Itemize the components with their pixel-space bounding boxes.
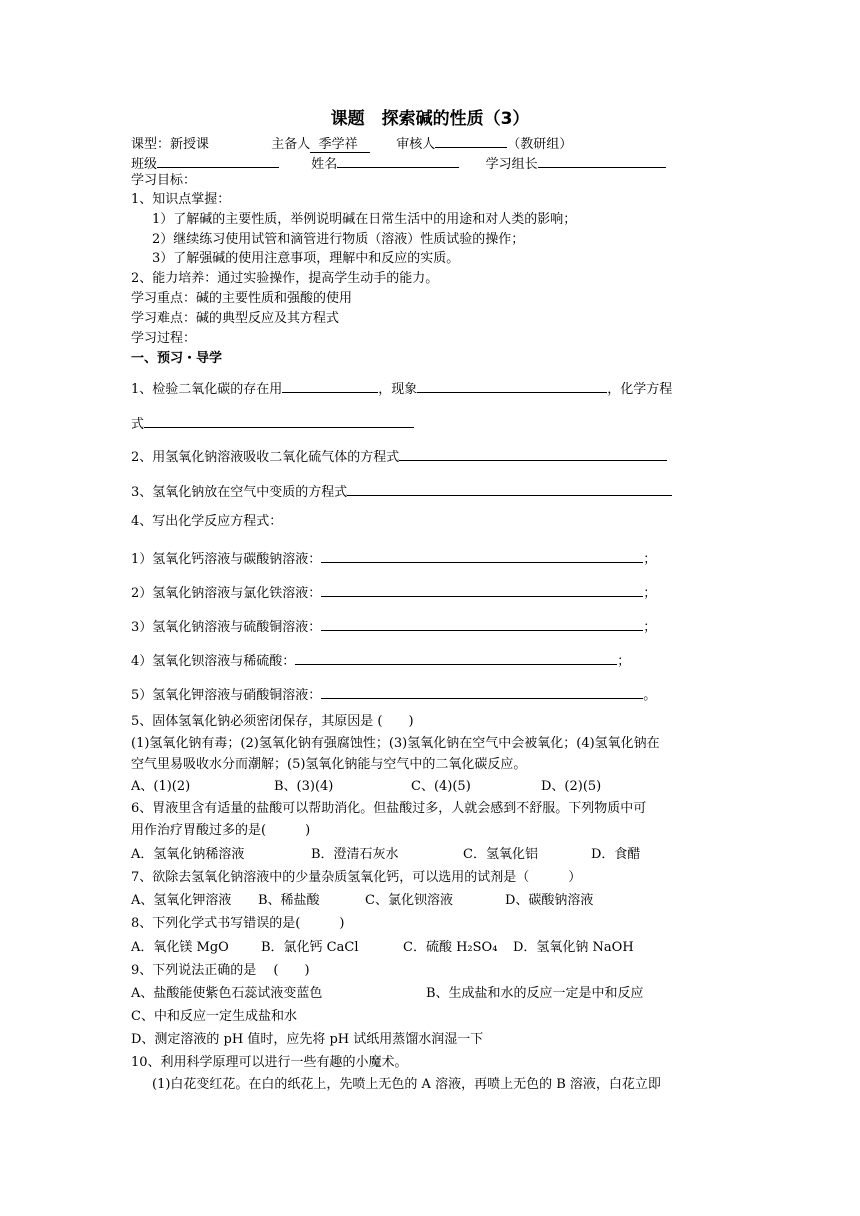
q5-option[interactable]: B、(3)(4) <box>274 779 334 794</box>
q9-options-row1 <box>131 985 644 1003</box>
name-blank[interactable] <box>337 152 459 168</box>
q6-option[interactable]: B．澄清石灰水 <box>311 847 399 862</box>
q9-option[interactable]: D、测定溶液的 pH 值时，应先将 pH 试纸用蒸馏水润湿一下 <box>131 1032 484 1047</box>
q4-item-text: 2）氢氧化钠溶液与氯化铁溶液： <box>131 586 322 601</box>
q6-option[interactable]: A．氢氧化钠稀溶液 <box>131 847 245 862</box>
header-info-row <box>131 132 572 154</box>
question-2 <box>131 445 667 467</box>
q7-option[interactable]: C、氯化钡溶液 <box>365 893 453 908</box>
q8-option[interactable]: D．氢氧化钠 NaOH <box>513 940 634 955</box>
question-6-line2: 用作治疗胃酸过多的是( ) <box>131 823 311 838</box>
reviewer-label: 审核人 <box>396 137 436 152</box>
q4-blank[interactable] <box>321 547 643 563</box>
q4-item <box>131 649 630 671</box>
question-8: 8、下列化学式书写错误的是( ) <box>131 916 345 931</box>
q7-option[interactable]: A、氢氧化钾溶液 <box>131 893 232 908</box>
q5-option[interactable]: A、(1)(2) <box>131 779 191 794</box>
class-label: 班级 <box>131 157 158 172</box>
preparer-name: 季学祥 <box>310 137 370 153</box>
q4-item <box>131 581 656 603</box>
q3-text: 3、氢氧化钠放在空气中变质的方程式 <box>131 485 348 500</box>
q8-option[interactable]: C．硫酸 H₂SO₄ <box>403 940 498 955</box>
q4-item <box>131 683 656 705</box>
q4-item-text: 5）氢氧化钾溶液与硝酸铜溶液： <box>131 688 322 703</box>
difficulty: 学习难点：碱的典型反应及其方程式 <box>131 311 340 326</box>
q4-item-text: 4）氢氧化钡溶液与稀硫酸： <box>131 654 296 669</box>
q8-option[interactable]: B．氯化钙 CaCl <box>261 940 359 955</box>
q4-blank[interactable] <box>321 581 643 597</box>
q1-blank-3[interactable] <box>144 412 414 428</box>
key-point: 学习重点：碱的主要性质和强酸的使用 <box>131 291 353 306</box>
class-blank[interactable] <box>157 152 279 168</box>
q6-options <box>131 846 640 864</box>
question-1-cont <box>131 412 414 434</box>
q4-blank[interactable] <box>321 615 643 631</box>
q6-option[interactable]: C．氢氧化铝 <box>463 847 538 862</box>
leader-label: 学习组长 <box>485 157 538 172</box>
q5-option[interactable]: C、(4)(5) <box>411 779 471 794</box>
q4-blank[interactable] <box>321 683 643 699</box>
leader-blank[interactable] <box>538 152 666 168</box>
question-9: 9、下列说法正确的是 ( ) <box>131 963 310 978</box>
q8-options <box>131 939 634 957</box>
course-type: 课型：新授课 <box>131 137 210 152</box>
q6-option[interactable]: D．食醋 <box>591 847 641 862</box>
q9-option[interactable]: A、盐酸能使紫色石蕊试液变蓝色 <box>131 986 323 1001</box>
knowledge-heading: 1、知识点掌握： <box>131 192 231 207</box>
q1-text-c: ，化学方程 <box>607 382 673 397</box>
q1-text-d: 式 <box>131 417 145 432</box>
q7-options <box>131 892 593 910</box>
q4-blank[interactable] <box>295 649 617 665</box>
page-title: 课题 探索碱的性质（3） <box>330 109 530 129</box>
section-heading: 一、预习・导学 <box>131 351 223 366</box>
q2-blank[interactable] <box>399 445 667 461</box>
q4-item <box>131 547 656 569</box>
q7-option[interactable]: B、稀盐酸 <box>258 893 320 908</box>
reviewer-blank[interactable] <box>435 132 507 148</box>
objective-item: 2）继续练习使用试管和滴管进行物质（溶液）性质试验的操作； <box>152 232 525 247</box>
name-label: 姓名 <box>311 157 338 172</box>
question-6-line1: 6、胃液里含有适量的盐酸可以帮助消化。但盐酸过多，人就会感到不舒服。下列物质中可 <box>131 801 647 816</box>
q1-text-b: ，现象 <box>378 382 418 397</box>
q8-option[interactable]: A．氧化镁 MgO <box>131 940 229 955</box>
question-10: 10、利用科学原理可以进行一些有趣的小魔术。 <box>131 1055 408 1070</box>
q2-text: 2、用氢氧化钠溶液吸收二氧化硫气体的方程式 <box>131 450 400 465</box>
q1-blank-1[interactable] <box>282 377 378 393</box>
q4-item-end: ； <box>617 654 631 669</box>
reviewer-suffix: （教研组） <box>507 137 573 152</box>
question-4: 4、写出化学反应方程式： <box>131 514 283 529</box>
question-5: 5、固体氢氧化钠必须密闭保存，其原因是 ( ) <box>131 714 414 729</box>
question-7: 7、欲除去氢氧化钠溶液中的少量杂质氢氧化钙，可以选用的试剂是（ ） <box>131 870 582 885</box>
q9-option[interactable]: C、中和反应一定生成盐和水 <box>131 1009 297 1024</box>
q5-statements-line1: (1)氢氧化钠有毒；(2)氢氧化钠有强腐蚀性；(3)氢氧化钠在空气中会被氧化；(4)氢氧化钠在 <box>131 736 660 751</box>
q5-option[interactable]: D、(2)(5) <box>541 779 602 794</box>
question-1 <box>131 377 672 399</box>
objective-item: 3）了解强碱的使用注意事项，理解中和反应的实质。 <box>152 251 460 266</box>
preparer-label: 主备人 <box>271 137 311 152</box>
q4-item-end: ； <box>643 620 657 635</box>
objective-item: 1）了解碱的主要性质，举例说明碱在日常生活中的用途和对人类的影响； <box>152 212 577 227</box>
q9-option[interactable]: B、生成盐和水的反应一定是中和反应 <box>426 986 644 1001</box>
q3-blank[interactable] <box>347 480 672 496</box>
q4-item-text: 1）氢氧化钙溶液与碳酸钠溶液： <box>131 552 322 567</box>
q4-item-text: 3）氢氧化钠溶液与硫酸铜溶液： <box>131 620 322 635</box>
q5-statements-line2: 空气里易吸收水分而潮解；(5)氢氧化钠能与空气中的二氧化碳反应。 <box>131 757 527 772</box>
q1-blank-2[interactable] <box>417 377 607 393</box>
q4-item <box>131 615 656 637</box>
q10-part-1: (1)白花变红花。在白的纸花上，先喷上无色的 A 溶液，再喷上无色的 B 溶液，白花立即 <box>152 1077 661 1092</box>
class-info-row <box>131 152 666 174</box>
q7-option[interactable]: D、碳酸钠溶液 <box>505 893 594 908</box>
objectives-heading: 学习目标： <box>131 173 197 188</box>
process-heading: 学习过程： <box>131 331 197 346</box>
q4-item-end: ； <box>643 586 657 601</box>
q4-item-end: 。 <box>643 688 657 703</box>
q4-item-end: ； <box>643 552 657 567</box>
q1-text-a: 1、检验二氧化碳的存在用 <box>131 382 283 397</box>
ability-objective: 2、能力培养：通过实验操作，提高学生动手的能力。 <box>131 271 439 286</box>
q5-options <box>131 778 601 796</box>
question-3 <box>131 480 672 502</box>
